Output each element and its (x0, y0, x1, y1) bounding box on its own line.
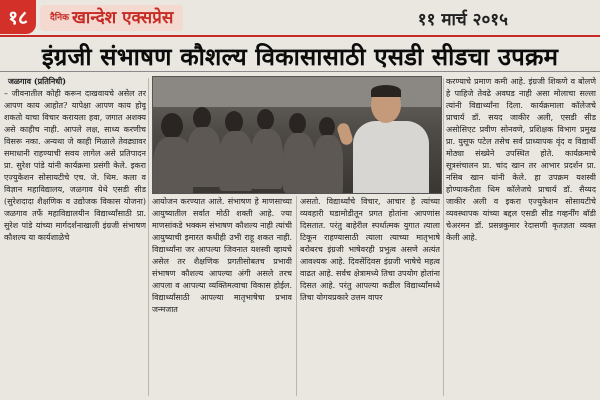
audience-body (313, 135, 343, 194)
column-divider (148, 78, 149, 396)
speaker-body (353, 121, 429, 194)
column-divider (443, 78, 444, 396)
masthead (0, 0, 600, 36)
masthead-rule (0, 35, 600, 37)
column-text: – जीवनातील कोही करून दाखवायचे असेल तर आपण काय आहोत? यापेक्षा आपण काय होवू शकतो याचा विचार करायला हवा, जगात अशक्य असे काहीच नाही. आपले लक्ष, साध्य करणीच विसरू नका. अन्यथा जे काही मिळाले तेवढ्यावर समाधानी राहण्याची सवय लागेल असे प्रतिपादन प्रा. सुरेश पांडे यांनी कार्यक्रमा प्रसंगी केले. इकरा एज्युकेशन सोसायटीचे एच. जे. थिम. कला व विज्ञान महाविद्यालय, जळगाव येथे एसडी सीड (सुरेशदादा शैक्षणिक व उद्योजक विकास योजना) जळगाव तर्फे महाविद्यालयीन विद्यार्थ्यांसाठी प्रा. सुरेश पांडे यांच्या मार्गदर्शनाखाली इंग्रजी संभाषण कौशल्य या कार्यशाळेचे (4, 89, 146, 242)
article-photo (152, 76, 442, 194)
audience-head (161, 113, 183, 139)
newspaper-title: खान्देश एक्सप्रेस (72, 8, 174, 28)
audience-head (193, 107, 211, 129)
article-column-right (446, 76, 596, 396)
audience-head (289, 113, 306, 134)
headline-rule (0, 71, 600, 72)
issue-date: ११ मार्च २०१५ (417, 10, 508, 30)
audience-head (319, 117, 335, 137)
column-text: असतो. विद्यार्थ्यांचे विचार, आचार हे त्यांच्या व्यवहारी घडामोडीतून प्रगत होतांना आपणांस दिसतात. परंतु बाहेरील स्पर्धात्मक युगात त्याला टिकून राहण्यासाठी त्याला त्याच्या मातृभाषे बरोबरच इंग्रजी भाषेवरही प्रभुत्व असणे अत्यंत आवश्यक आहे. दिवसेंदिवस इंग्रजी भाषेचे महत्व वाढत आहे. सर्वच क्षेत्रामध्ये तिचा उपयोग होतांना दिसत आहे. परंतु आपल्या कडील विद्यार्थ्यांमध्ये तिचा योगयप्रकारे उत्तम वापर (300, 197, 440, 302)
page-number: १८ (0, 0, 36, 34)
article-column-left (4, 88, 146, 396)
article-headline: इंग्रजी संभाषण कौशल्य विकासासाठी एसडी सीडचा उपक्रम (41, 43, 559, 71)
newspaper-name (40, 5, 183, 31)
audience-body (251, 129, 283, 189)
audience-body (187, 127, 221, 187)
article-column-middle-b (300, 196, 440, 396)
speaker-hair (371, 85, 401, 97)
dateline: जळगाव (प्रतिनिधी) (8, 76, 67, 86)
audience-head (225, 111, 243, 133)
column-divider (296, 196, 297, 396)
column-text: आयोजन करण्यात आले. संभाषण हे माणसाच्या आयुष्यातील सर्वात मोठी शक्ती आहे. ज्या माणसांकडे भक्कम संभाषण कौशल्य नाही त्यांची आयुष्याची इमारत कधीही उभी राहू शकत नाही. विद्यार्थ्यांना जर आपल्या जिवनात यशस्वी व्हायचे असेल तर शैक्षणिक प्रगतीसोबतच प्रभावी संभाषण कौशल्य आपल्या अंगी असले तरच आपला व आपल्या व्यक्तिमत्वाचा विकास होईल. विद्यार्थ्यांसाठी आपल्या मातृभाषेचा प्रभाव जन्मजात (152, 197, 292, 314)
column-text: करण्याचे प्रमाण कमी आहे. इंग्रजी शिकणे व बोलणे हे पाहिजे तेवढे अवघड नाही असा मोलाचा सल्ला त्यांनी विद्यार्थ्यांना दिला. कार्यक्रमाला कॉलेजचे प्राचार्य डॉ. सयद जाकीर अली, एसडी सीड असोसिएट प्रवीण सोनवणे, प्रशिक्षक विभाग प्रमुख प्रा. युसूफ पटेल तसेच सर्व प्राध्यापक वृंद व विद्यार्थी मोठ्या संख्येने उपस्थित होते. कार्यक्रमाचे सूत्रसंचालन प्रा. चांद खान तर आभार प्रदर्शन प्रा. नसिब खान यांनी केले. हा उपक्रम यशस्वी होण्याकरीता थिम कॉलेजचे प्राचार्य डॉ. सैय्यद जाकीर अली व इकरा एज्युकेशन सोसायटीचे व्यवस्थापक यांच्या बद्दल एसडी सीड गव्हर्नींग बॉडी चेअरमन डॉ. प्रसन्नकुमार रेदासणी कृतज्ञता व्यक्त केली आहे. (446, 77, 596, 242)
audience-body (283, 133, 315, 193)
audience-body (219, 131, 253, 191)
daily-label: दैनिक (50, 13, 70, 23)
audience-head (257, 109, 274, 130)
article-column-middle-a (152, 196, 292, 396)
